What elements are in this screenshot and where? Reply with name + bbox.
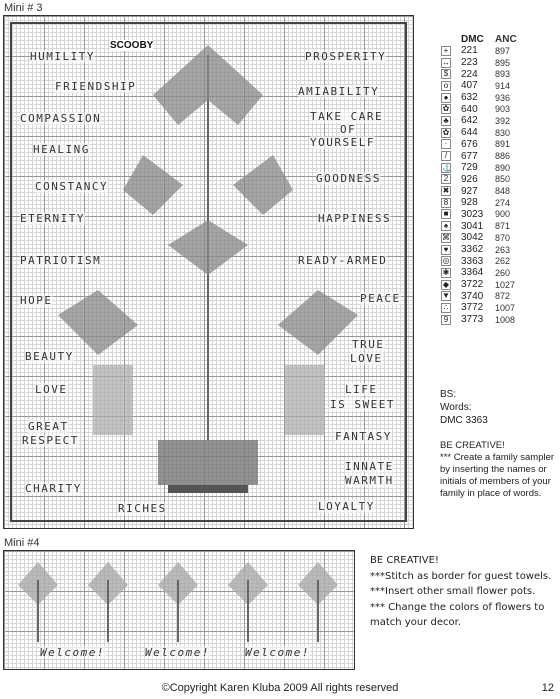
legend-row <box>441 139 525 151</box>
legend-row <box>441 162 525 174</box>
word-yourself: YOURSELF <box>310 136 375 149</box>
welcome-3: Welcome! <box>245 646 310 659</box>
legend-row <box>441 290 525 302</box>
word-is-sweet: IS SWEET <box>330 398 395 411</box>
welcome-2: Welcome! <box>145 646 210 659</box>
legend-dmc: 3023 <box>461 208 484 220</box>
legend-dmc: 729 <box>461 162 478 174</box>
legend-symbol-icon: ♥ <box>441 245 451 255</box>
legend-anc: 914 <box>495 80 511 91</box>
legend-symbol-icon: ✿ <box>442 127 450 137</box>
legend-dmc: 926 <box>461 173 478 185</box>
legend-anc: 263 <box>495 244 511 255</box>
legend-dmc: 3041 <box>461 220 484 232</box>
legend-anc: 871 <box>495 221 511 232</box>
legend-dmc: 676 <box>461 138 478 150</box>
legend-symbol-icon: ♣ <box>441 116 451 126</box>
legend-row <box>441 232 525 244</box>
legend-anc: 870 <box>495 232 511 243</box>
legend-dmc: 3363 <box>461 255 484 267</box>
word-innate: INNATE <box>345 460 394 473</box>
legend-symbol-icon: ◎ <box>442 256 450 266</box>
word-of: OF <box>340 123 357 136</box>
word-hope: HOPE <box>20 294 53 307</box>
legend-anc: 260 <box>495 267 511 278</box>
legend-symbol-icon: ● <box>441 93 451 103</box>
legend-dmc: 640 <box>461 103 478 115</box>
legend-anc: 830 <box>495 127 511 138</box>
word-happiness: HAPPINESS <box>318 212 392 225</box>
legend-symbol-icon: ✿ <box>442 104 450 114</box>
legend-anc: 891 <box>495 139 511 150</box>
legend-symbol-icon: + <box>441 46 451 56</box>
legend-anc: 890 <box>495 162 511 173</box>
legend-symbol-icon: ♠ <box>441 221 451 231</box>
legend-dmc: 224 <box>461 68 478 80</box>
legend-anc: 850 <box>495 174 511 185</box>
legend-row <box>441 267 525 279</box>
legend-dmc: 3740 <box>461 290 484 302</box>
legend-anc: 897 <box>495 45 511 56</box>
legend-row <box>441 103 525 115</box>
legend-symbol-icon: ✱ <box>442 267 450 277</box>
backstitch-info <box>440 388 488 427</box>
word-goodness: GOODNESS <box>316 172 381 185</box>
mini3-label: Mini # 3 <box>4 2 43 14</box>
welcome-1: Welcome! <box>40 646 105 659</box>
legend-symbol-icon: ∴ <box>441 303 451 313</box>
word-peace: PEACE <box>360 292 401 305</box>
word-fantasy: FANTASY <box>335 430 392 443</box>
creative2-line-2: ***Insert other small flower pots. <box>370 586 536 597</box>
word-friendship: FRIENDSHIP <box>55 80 137 93</box>
legend-symbol-icon: · <box>441 139 451 149</box>
legend-row <box>441 57 525 69</box>
legend-anc: 895 <box>495 57 511 68</box>
legend-dmc: 927 <box>461 185 478 197</box>
word-prosperity: PROSPERITY <box>305 50 387 63</box>
legend-anc: 392 <box>495 115 511 126</box>
word-amiability: AMIABILITY <box>298 85 380 98</box>
signature-scooby: SCOOBY <box>110 40 154 51</box>
legend-dmc: 3042 <box>461 232 484 244</box>
legend-row <box>441 150 525 162</box>
legend-row <box>441 197 525 209</box>
legend-row <box>441 279 525 291</box>
word-respect: RESPECT <box>22 434 79 447</box>
legend-row <box>441 302 525 314</box>
word-humility: HUMILITY <box>30 50 95 63</box>
legend-dmc: 3722 <box>461 279 484 291</box>
bs-dmc: DMC 3363 <box>440 415 488 426</box>
mini4-label: Mini #4 <box>4 537 40 549</box>
word-charity: CHARITY <box>25 482 82 495</box>
legend-anc: 848 <box>495 186 511 197</box>
word-love-right: LOVE <box>350 352 383 365</box>
page-number: 12 <box>541 682 554 694</box>
legend-symbol-icon: / <box>441 151 451 161</box>
word-compassion: COMPASSION <box>20 112 102 125</box>
legend-dmc: 407 <box>461 80 478 92</box>
legend-dmc: 3772 <box>461 302 484 314</box>
word-eternity: ETERNITY <box>20 212 85 225</box>
legend-symbol-icon: $ <box>441 69 451 79</box>
legend-symbol-icon: ⌘ <box>442 232 450 242</box>
legend-dmc: 3362 <box>461 244 484 256</box>
legend-symbol-icon: ◆ <box>442 279 450 289</box>
legend-row <box>441 80 525 92</box>
legend-row <box>441 45 525 57</box>
legend-symbol-icon: ✖ <box>442 186 450 196</box>
legend-anc: 903 <box>495 104 511 115</box>
legend-header-dmc: DMC <box>461 33 484 45</box>
legend-dmc: 928 <box>461 197 478 209</box>
word-life: LIFE <box>345 383 378 396</box>
creative2-line-3: *** Change the colors of flowers to match your decor. <box>370 601 545 628</box>
legend-anc: 274 <box>495 197 511 208</box>
word-love-left: LOVE <box>35 383 68 396</box>
legend-dmc: 223 <box>461 57 478 69</box>
legend-anc: 1027 <box>495 279 516 290</box>
word-great: GREAT <box>28 420 69 433</box>
legend-row <box>441 185 525 197</box>
word-take-care: TAKE CARE <box>310 110 384 123</box>
word-patriotism: PATRIOTISM <box>20 254 102 267</box>
creative2-title: BE CREATIVE! <box>370 555 439 566</box>
legend-anc: 936 <box>495 92 511 103</box>
legend-row <box>441 174 525 186</box>
legend-row <box>441 68 525 80</box>
color-legend <box>441 33 525 326</box>
legend-dmc: 221 <box>461 45 478 57</box>
word-beauty: BEAUTY <box>25 350 74 363</box>
word-constancy: CONSTANCY <box>35 180 109 193</box>
legend-row <box>441 92 525 104</box>
legend-row <box>441 244 525 256</box>
bs-words: Words: <box>440 402 472 413</box>
bs-label: BS: <box>440 389 457 400</box>
copyright-footer: ©Copyright Karen Kluba 2009 All rights reserved <box>161 682 399 694</box>
legend-symbol-icon: 2 <box>441 174 451 184</box>
creative1-text: *** Create a family sampler by inserting the names or initials of members of your family in place of words. <box>440 452 555 499</box>
legend-anc: 872 <box>495 291 511 302</box>
legend-symbol-icon: ↔ <box>442 57 450 67</box>
word-true: TRUE <box>352 338 385 351</box>
legend-symbol-icon: 9 <box>441 315 451 325</box>
legend-row <box>441 314 525 326</box>
legend-row <box>441 209 525 221</box>
legend-anc: 1007 <box>495 302 516 313</box>
legend-dmc: 632 <box>461 92 478 104</box>
legend-row <box>441 220 525 232</box>
word-riches: RICHES <box>118 502 167 515</box>
creative-note-1 <box>440 440 560 500</box>
legend-dmc: 3364 <box>461 267 484 279</box>
legend-anc: 1008 <box>495 314 516 325</box>
word-warmth: WARMTH <box>345 474 394 487</box>
creative1-title: BE CREATIVE! <box>440 440 505 451</box>
creative-note-2 <box>370 553 555 631</box>
legend-symbol-icon: 8 <box>441 198 451 208</box>
legend-symbol-icon: ⚓ <box>442 162 452 172</box>
legend-anc: 886 <box>495 151 511 162</box>
legend-anc: 900 <box>495 209 511 220</box>
legend-symbol-icon: ■ <box>441 209 451 219</box>
word-ready-armed: READY-ARMED <box>298 254 388 267</box>
legend-rows <box>441 45 525 326</box>
legend-dmc: 642 <box>461 115 478 127</box>
legend-dmc: 3773 <box>461 314 484 326</box>
legend-header-anc: ANC <box>495 33 517 45</box>
word-loyalty: LOYALTY <box>318 500 375 513</box>
legend-symbol-icon: o <box>441 81 451 91</box>
legend-anc: 262 <box>495 256 511 267</box>
legend-row <box>441 115 525 127</box>
word-healing: HEALING <box>33 143 90 156</box>
legend-dmc: 644 <box>461 127 478 139</box>
legend-row <box>441 255 525 267</box>
legend-row <box>441 127 525 139</box>
legend-dmc: 677 <box>461 150 478 162</box>
creative2-line-1: ***Stitch as border for guest towels. <box>370 570 552 582</box>
legend-anc: 893 <box>495 69 511 80</box>
legend-symbol-icon: ▼ <box>442 291 450 301</box>
